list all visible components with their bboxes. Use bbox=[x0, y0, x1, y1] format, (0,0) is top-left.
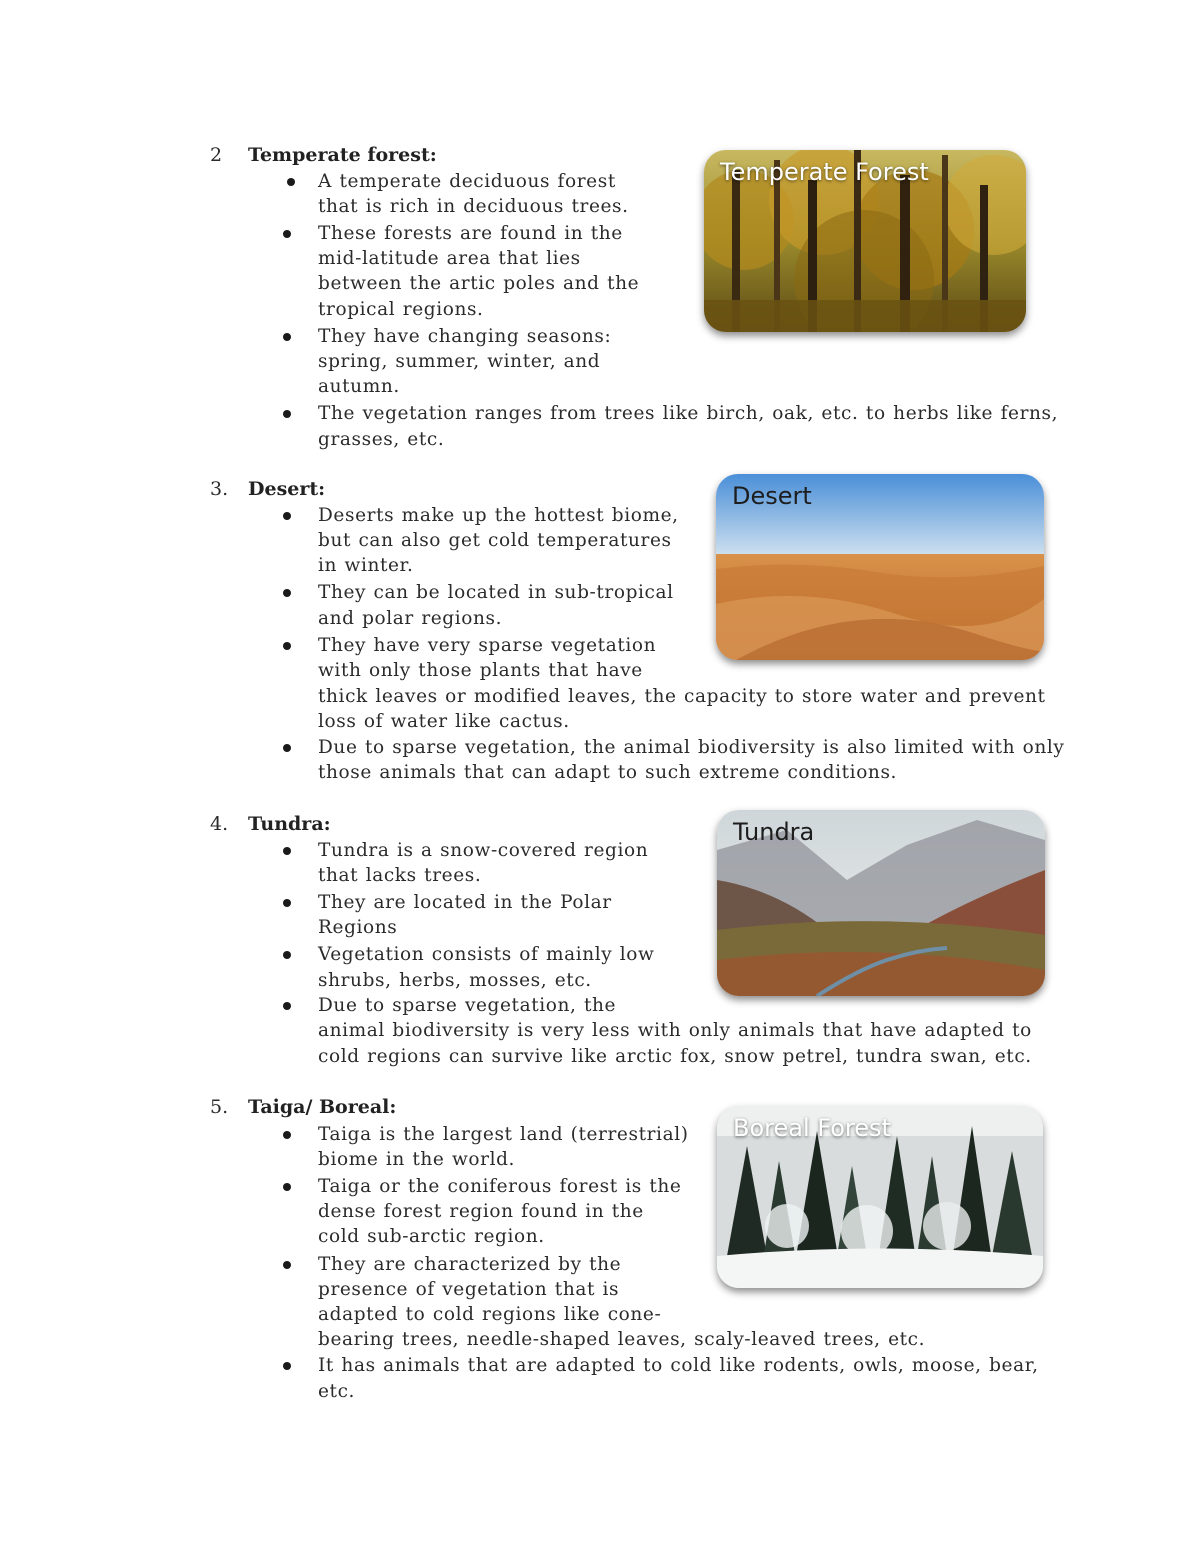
body-line: They are located in the Polar bbox=[318, 892, 612, 913]
photo-caption: Desert bbox=[732, 482, 812, 510]
bullet-icon bbox=[283, 744, 291, 752]
body-line: biome in the world. bbox=[318, 1149, 516, 1170]
bullet-icon bbox=[283, 951, 291, 959]
bullet-icon bbox=[283, 847, 291, 855]
body-line: Vegetation consists of mainly low bbox=[318, 944, 655, 965]
body-line: These forests are found in the bbox=[318, 223, 623, 244]
body-line: The vegetation ranges from trees like birch, oak, etc. to herbs like ferns, bbox=[318, 403, 1059, 424]
body-line: A temperate deciduous forest bbox=[318, 171, 616, 192]
body-line: They are characterized by the bbox=[318, 1254, 622, 1275]
body-line: grasses, etc. bbox=[318, 429, 445, 450]
body-line: cold sub-arctic region. bbox=[318, 1226, 545, 1247]
body-line: but can also get cold temperatures bbox=[318, 530, 672, 551]
body-line: They have changing seasons: bbox=[318, 326, 612, 347]
desert-photo bbox=[716, 474, 1044, 660]
body-line: It has animals that are adapted to cold like rodents, owls, moose, bear, bbox=[318, 1355, 1039, 1376]
body-line: those animals that can adapt to such extreme conditions. bbox=[318, 762, 898, 783]
body-line: Deserts make up the hottest biome, bbox=[318, 505, 679, 526]
body-line: and polar regions. bbox=[318, 608, 503, 629]
body-line: spring, summer, winter, and bbox=[318, 351, 601, 372]
section-number: 2 bbox=[210, 144, 223, 166]
body-line: that is rich in deciduous trees. bbox=[318, 196, 629, 217]
body-line: autumn. bbox=[318, 376, 400, 397]
body-line: loss of water like cactus. bbox=[318, 711, 570, 732]
section-number: 5. bbox=[210, 1096, 229, 1118]
temperate-forest-photo bbox=[704, 150, 1026, 332]
photo-caption: Boreal Forest bbox=[733, 1114, 891, 1142]
bullet-icon bbox=[283, 1362, 291, 1370]
bullet-icon bbox=[283, 1131, 291, 1139]
body-line: adapted to cold regions like cone- bbox=[318, 1304, 662, 1325]
body-line: dense forest region found in the bbox=[318, 1201, 644, 1222]
body-line: etc. bbox=[318, 1381, 356, 1402]
body-line: Due to sparse vegetation, the bbox=[318, 995, 617, 1016]
bullet-icon bbox=[283, 1261, 291, 1269]
boreal-forest-photo bbox=[717, 1106, 1043, 1288]
section-heading: Temperate forest: bbox=[248, 144, 437, 166]
body-line: Tundra is a snow-covered region bbox=[318, 840, 649, 861]
body-line: Regions bbox=[318, 917, 398, 938]
body-line: Taiga or the coniferous forest is the bbox=[318, 1176, 682, 1197]
body-line: mid-latitude area that lies bbox=[318, 248, 581, 269]
body-line: with only those plants that have bbox=[318, 660, 643, 681]
section-heading: Desert: bbox=[248, 478, 326, 500]
bullet-icon bbox=[283, 1002, 291, 1010]
bullet-icon bbox=[283, 642, 291, 650]
section-number: 4. bbox=[210, 813, 229, 835]
section-heading: Tundra: bbox=[248, 813, 331, 835]
tundra-photo bbox=[717, 810, 1045, 996]
body-line: that lacks trees. bbox=[318, 865, 482, 886]
body-line: They can be located in sub-tropical bbox=[318, 582, 674, 603]
body-line: thick leaves or modified leaves, the capacity to store water and prevent bbox=[318, 686, 1046, 707]
body-line: animal biodiversity is very less with only animals that have adapted to bbox=[318, 1020, 1032, 1041]
bullet-icon bbox=[283, 410, 291, 418]
body-line: Taiga is the largest land (terrestrial) bbox=[318, 1124, 689, 1145]
photo-caption: Tundra bbox=[733, 818, 815, 846]
bullet-icon bbox=[283, 899, 291, 907]
bullet-icon bbox=[283, 230, 291, 238]
body-line: in winter. bbox=[318, 555, 414, 576]
body-line: tropical regions. bbox=[318, 299, 484, 320]
body-line: They have very sparse vegetation bbox=[318, 635, 657, 656]
body-line: bearing trees, needle-shaped leaves, scaly-leaved trees, etc. bbox=[318, 1329, 926, 1350]
bullet-icon bbox=[283, 333, 291, 341]
section-number: 3. bbox=[210, 478, 229, 500]
body-line: Due to sparse vegetation, the animal biodiversity is also limited with only bbox=[318, 737, 1065, 758]
body-line: presence of vegetation that is bbox=[318, 1279, 620, 1300]
bullet-icon bbox=[283, 1183, 291, 1191]
bullet-icon bbox=[283, 589, 291, 597]
photo-caption: Temperate Forest bbox=[720, 158, 929, 186]
body-line: between the artic poles and the bbox=[318, 273, 640, 294]
section-heading: Taiga/ Boreal: bbox=[248, 1096, 397, 1118]
bullet-icon bbox=[283, 512, 291, 520]
body-line: cold regions can survive like arctic fox, snow petrel, tundra swan, etc. bbox=[318, 1046, 1032, 1067]
body-line: shrubs, herbs, mosses, etc. bbox=[318, 970, 592, 991]
bullet-icon bbox=[287, 178, 295, 186]
